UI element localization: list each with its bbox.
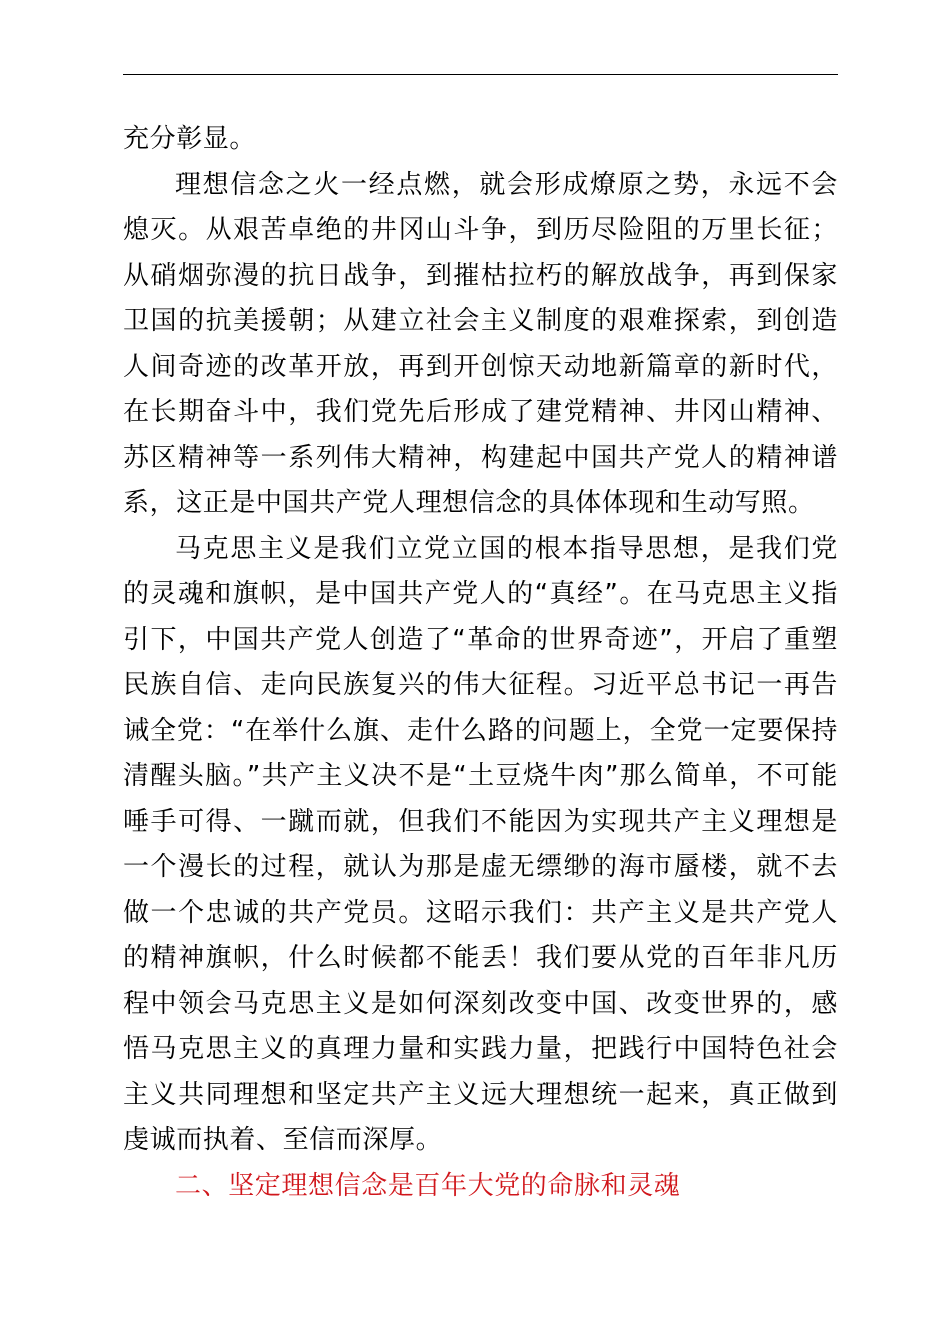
paragraph-continuation: 充分彰显。 xyxy=(123,124,257,154)
document-body xyxy=(123,117,838,1209)
header-rule xyxy=(123,74,838,75)
paragraph-marxism: 马克思主义是我们立党立国的根本指导思想，是我们党的灵魂和旗帜，是中国共产党人的“真经”。在马克思主义指引下，中国共产党人创造了“革命的世界奇迹”，开启了重塑民族自信、走向民族复兴的伟大征程。习近平总书记一再告诫全党：“在举什么旗、走什么路的问题上，全党一定要保持清醒头脑。”共产主义决不是“土豆烧牛肉”那么简单，不可能唾手可得、一蹴而就，但我们不能因为实现共产主义理想是一个漫长的过程，就认为那是虚无缥缈的海市蜃楼，就不去做一个忠诚的共产党员。这昭示我们：共产主义是共产党人的精神旗帜，什么时候都不能丢！我们要从党的百年非凡历程中领会马克思主义是如何深刻改变中国、改变世界的，感悟马克思主义的真理力量和实践力量，把践行中国特色社会主义共同理想和坚定共产主义远大理想统一起来，真正做到虔诚而执着、至信而深厚。 xyxy=(123,533,838,1155)
section-heading: 二、坚定理想信念是百年大党的命脉和灵魂 xyxy=(175,1170,681,1201)
paragraph-ideal-faith-fire: 理想信念之火一经点燃，就会形成燎原之势，永远不会熄灭。从艰苦卓绝的井冈山斗争，到历尽险阻的万里长征；从硝烟弥漫的抗日战争，到摧枯拉朽的解放战争，再到保家卫国的抗美援朝；从建立社会主义制度的艰难探索，到创造人间奇迹的改革开放，再到开创惊天动地新篇章的新时代，在长期奋斗中，我们党先后形成了建党精神、井冈山精神、苏区精神等一系列伟大精神，构建起中国共产党人的精神谱系，这正是中国共产党人理想信念的具体体现和生动写照。 xyxy=(123,169,838,518)
